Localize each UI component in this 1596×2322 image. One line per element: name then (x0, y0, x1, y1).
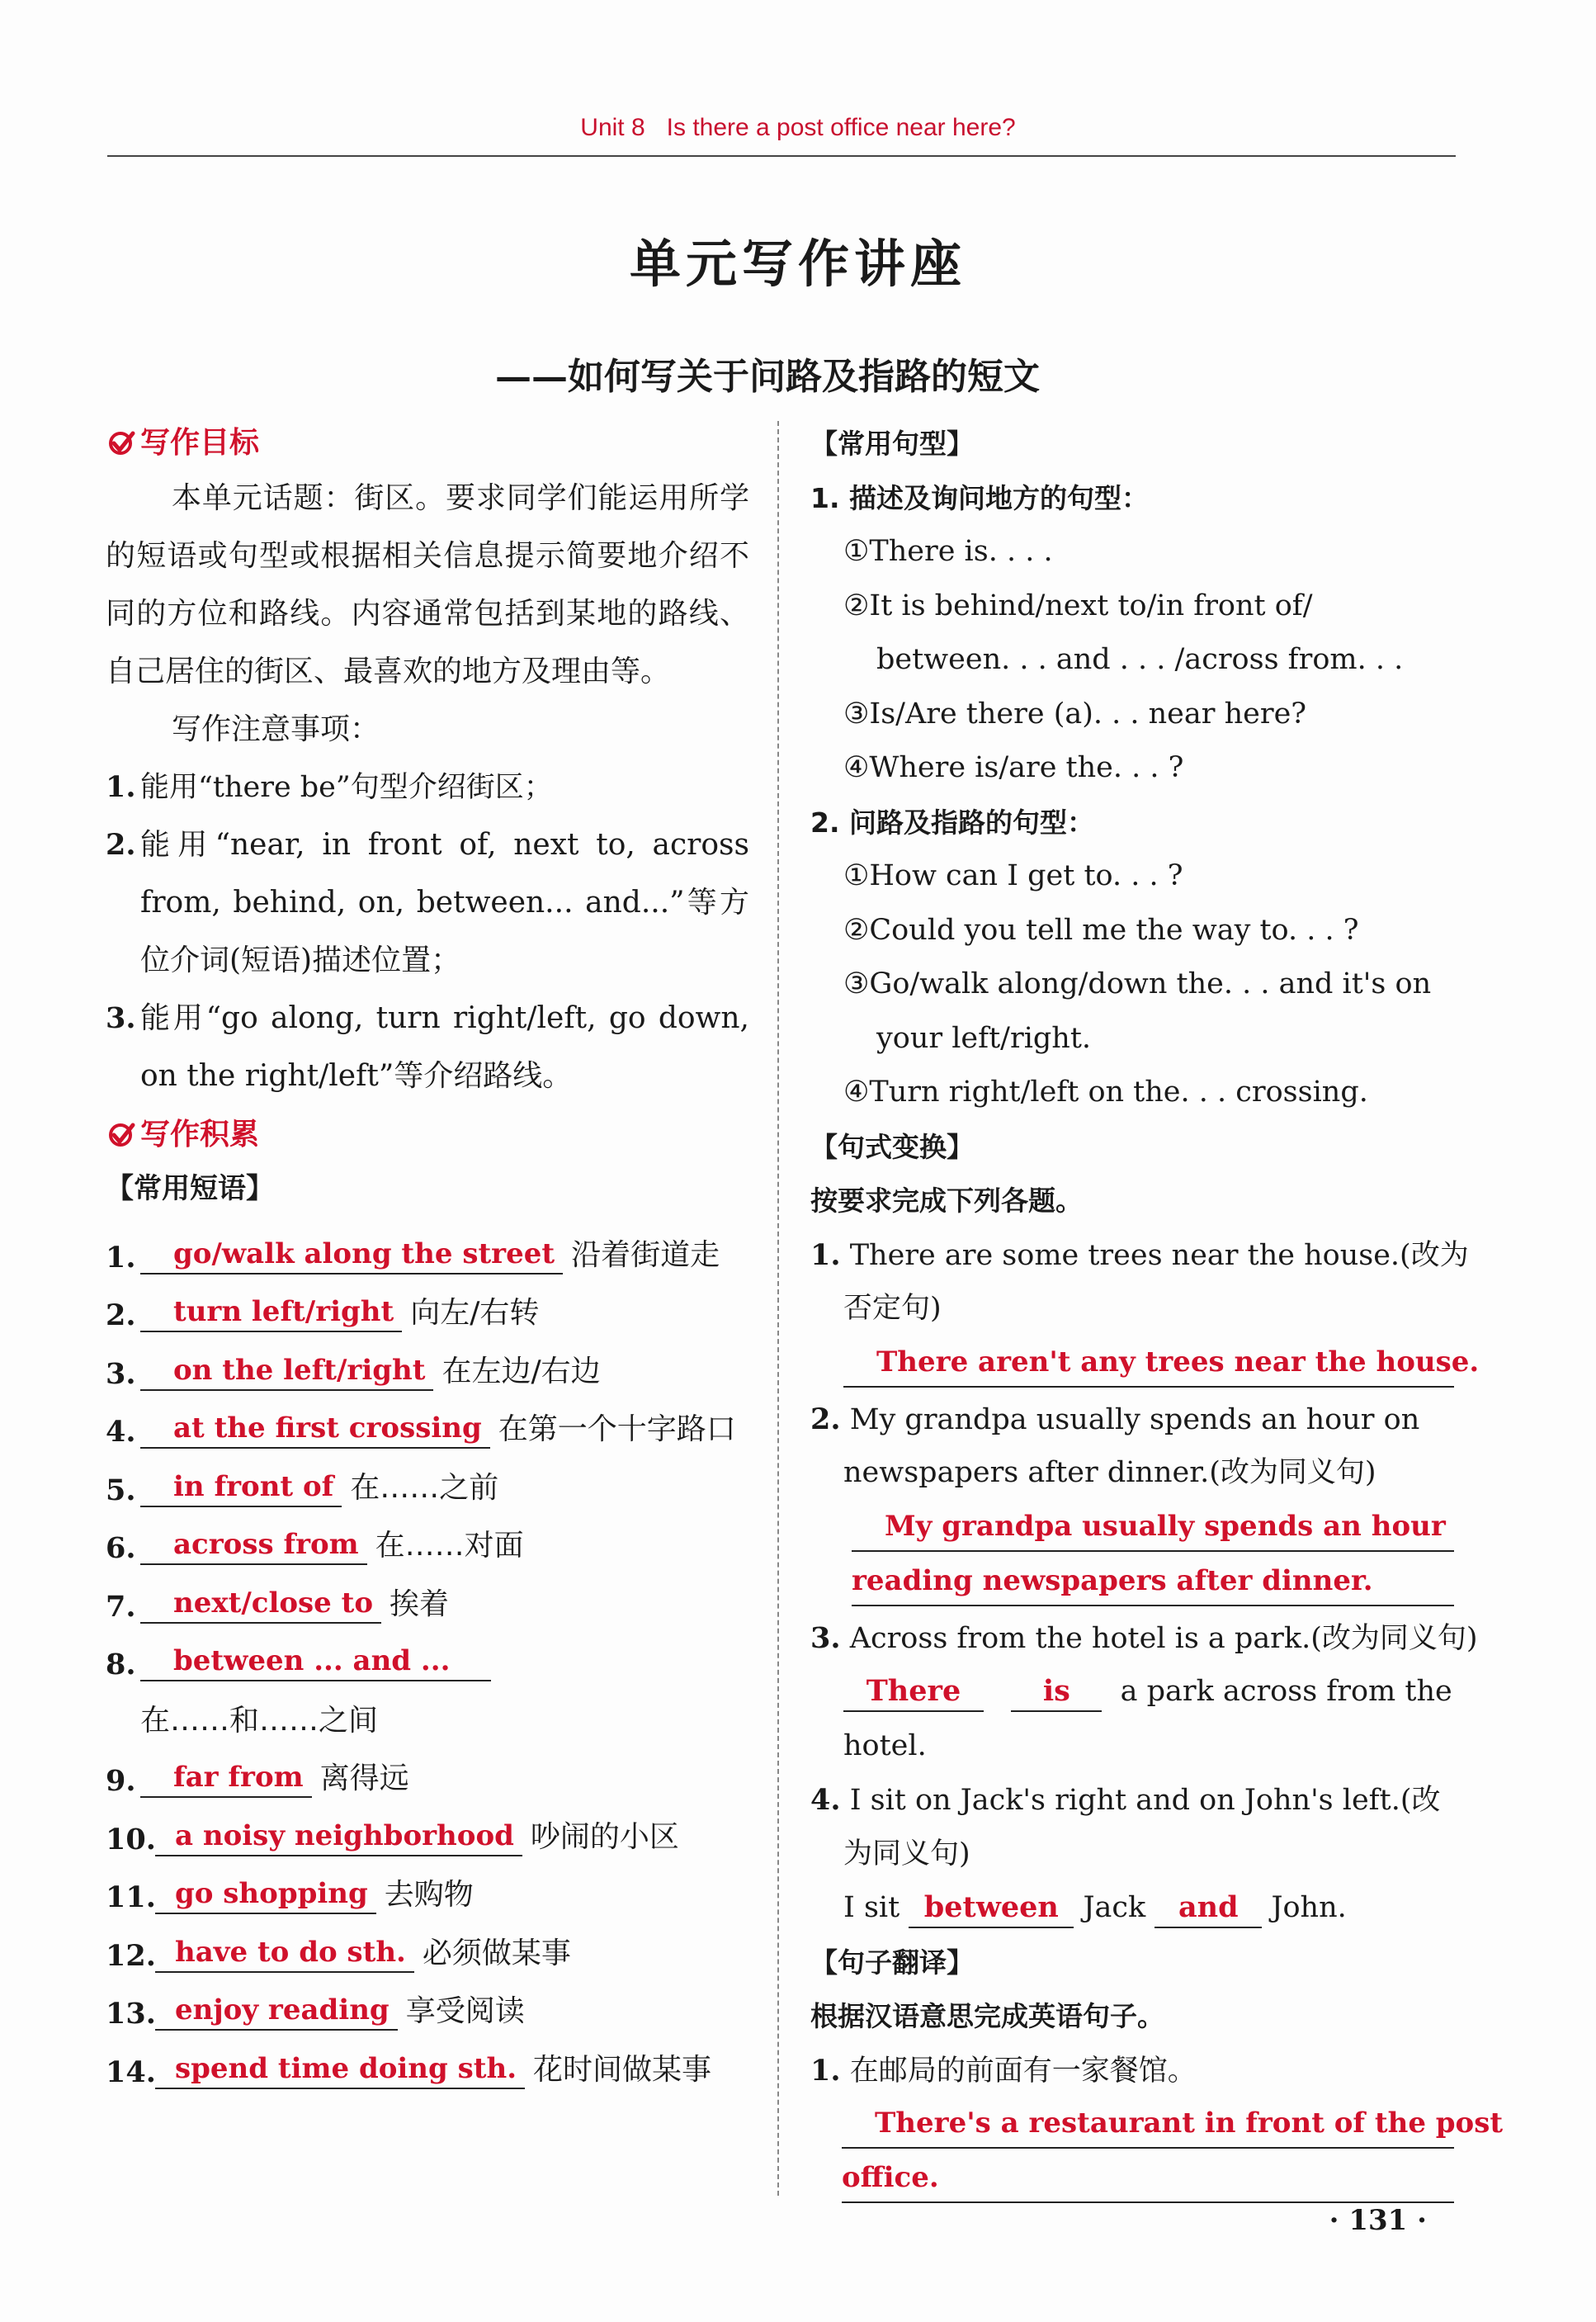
answer-blank: at the first crossing (140, 1409, 490, 1449)
question-4-answer: I sit between Jack and John. (810, 1881, 1454, 1936)
answer-blank: turn left/right (140, 1293, 402, 1332)
accum-heading: 写作积累 (106, 1109, 749, 1161)
pattern-line: ②Could you tell me the way to. . . ? (843, 913, 1359, 947)
note-item: 1. 能用“there be”句型介绍街区； (106, 770, 553, 804)
page-subtitle: ——如何写关于问路及指路的短文 (495, 356, 1040, 398)
answer-blank: on the left/right (140, 1351, 433, 1391)
header-title: Is there a post office near here? (666, 114, 1016, 141)
right-column (810, 417, 1504, 2208)
answer-blank: between ... and ... (140, 1642, 491, 1681)
question-4-cont: 为同义句) (843, 1837, 970, 1870)
pattern-line: between. . . and . . . /across from. . . (876, 643, 1404, 676)
answer-line: reading newspapers after dinner. (852, 1557, 1454, 1606)
answer-line: There aren't any trees near the house. (843, 1338, 1454, 1388)
phrase-row: 10. a noisy neighborhood 吵闹的小区 (106, 1798, 749, 1856)
question-2: 2. My grandpa usually spends an hour on (810, 1402, 1420, 1436)
phrase-row: 4. at the first crossing 在第一个十字路口 (106, 1391, 749, 1449)
answer-line: My grandpa usually spends an hour (852, 1502, 1454, 1552)
page-number: · 131 · (1329, 2204, 1427, 2237)
page-title: 单元写作讲座 (629, 234, 966, 294)
question-1: 1. There are some trees near the house.(改为 (810, 1237, 1469, 1272)
answer-blank: go/walk along the street (140, 1235, 563, 1274)
pattern-line: ④Turn right/left on the. . . crossing. (843, 1076, 1368, 1109)
pattern-line: ④Where is/are the. . . ? (843, 751, 1184, 784)
note-item: 2. 能用“near, in front of, next to, across from, behind, on, between... and...”等方位介词(短语)描述位置； (106, 828, 749, 977)
check-icon (106, 1120, 135, 1150)
answer-blank: across from (140, 1525, 367, 1565)
phrase-row: 2. turn left/right 向左/右转 (106, 1274, 749, 1333)
pattern-line: your left/right. (876, 1021, 1092, 1055)
phrase-row: 8. between ... and ... (106, 1624, 749, 1682)
answer-blank: There (843, 1672, 984, 1712)
pattern-group-heading: 1. 描述及询问地方的句型： (810, 481, 1149, 514)
question-1-cont: 否定句) (843, 1292, 942, 1325)
question-3-cont: hotel. (843, 1728, 927, 1762)
pattern-line: ③Go/walk along/down the. . . and it's on (843, 967, 1432, 1000)
answer-blank: a noisy neighborhood (155, 1817, 522, 1856)
pattern-line: ①There is. . . . (843, 535, 1053, 568)
phrases-heading: 【常用短语】 (106, 1172, 274, 1205)
translate-heading: 【句子翻译】 (810, 1946, 974, 1979)
question-3: 3. Across from the hotel is a park.(改为同义句) (810, 1620, 1478, 1655)
answer-line: office. (842, 2154, 1454, 2203)
pattern-line: ③Is/Are there (a). . . near here? (843, 697, 1307, 731)
phrase-row: 7. next/close to 挨着 (106, 1565, 749, 1624)
question-2-cont: newspapers after dinner.(改为同义句) (843, 1456, 1376, 1489)
notes-heading: 写作注意事项： (172, 712, 380, 746)
answer-blank: far from (140, 1758, 312, 1798)
transform-instruction: 按要求完成下列各题。 (810, 1185, 1083, 1217)
pattern-line: ①How can I get to. . . ? (843, 859, 1183, 892)
translate-instruction: 根据汉语意思完成英语句子。 (810, 2000, 1164, 2032)
pattern-line: ②It is behind/next to/in front of/ (843, 589, 1313, 622)
phrase-row: 9. far from 离得远 (106, 1740, 749, 1799)
phrase-row: 3. on the left/right 在左边/右边 (106, 1332, 749, 1391)
translate-1: 1. 在邮局的前面有一家餐馆。 (810, 2053, 1197, 2088)
patterns-heading: 【常用句型】 (810, 428, 974, 460)
answer-blank: and (1155, 1889, 1262, 1928)
phrase-row: 6. across from 在……对面 (106, 1507, 749, 1566)
phrase-row: 13. enjoy reading 享受阅读 (106, 1973, 749, 2031)
phrase-row: 11. go shopping 去购物 (106, 1856, 749, 1915)
note-item: 3. 能用“go along, turn right/left, go down, on the right/left”等介绍路线。 (106, 1001, 749, 1093)
transform-heading: 【句式变换】 (810, 1130, 974, 1163)
answer-blank: enjoy reading (155, 1991, 398, 2031)
header-unit: Unit 8 (580, 114, 645, 141)
answer-line: There's a restaurant in front of the post (842, 2099, 1454, 2149)
answer-blank: next/close to (140, 1584, 381, 1624)
answer-blank: have to do sth. (155, 1933, 414, 1973)
phrase-row-continued: 在……和……之间 (140, 1703, 379, 1738)
left-column (106, 417, 749, 2089)
check-icon (106, 428, 135, 458)
running-header (0, 114, 1596, 142)
answer-blank: in front of (140, 1468, 342, 1507)
intro-paragraph: 本单元话题：街区。要求同学们能运用所学的短语或句型或根据相关信息提示简要地介绍不同的方位和路线。内容通常包括到某地的路线、自己居住的街区、最喜欢的地方及理由等。 (106, 481, 749, 688)
question-4: 4. I sit on Jack's right and on John's left.(改 (810, 1783, 1441, 1817)
answer-blank: go shopping (155, 1875, 376, 1914)
phrase-row: 1. go/walk along the street 沿着街道走 (106, 1216, 749, 1274)
goal-heading: 写作目标 (106, 417, 749, 470)
column-divider (777, 421, 779, 2196)
pattern-group-heading: 2. 问路及指路的句型： (810, 806, 1094, 839)
phrase-row: 5. in front of 在……之前 (106, 1449, 749, 1507)
answer-blank: is (1011, 1672, 1102, 1712)
phrase-row: 14. spend time doing sth. 花时间做某事 (106, 2031, 749, 2089)
header-rule (107, 155, 1456, 157)
question-3-answer: There is a park across from the (810, 1665, 1454, 1719)
answer-blank: spend time doing sth. (155, 2050, 525, 2089)
answer-blank: between (909, 1889, 1074, 1928)
phrase-row: 12. have to do sth. 必须做某事 (106, 1914, 749, 1973)
